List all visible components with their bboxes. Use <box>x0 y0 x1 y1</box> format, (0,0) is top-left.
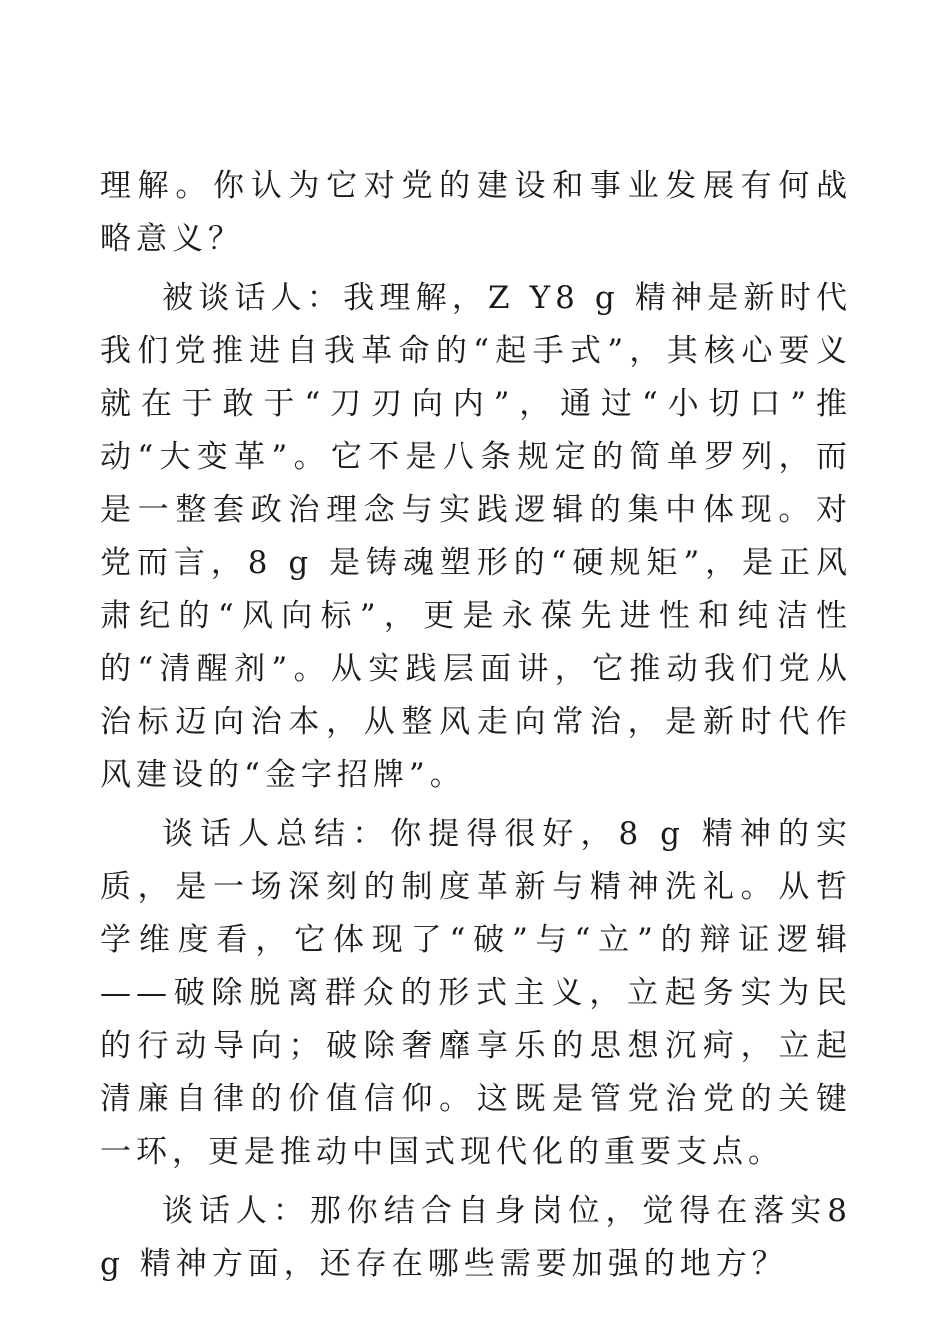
paragraph-interviewer-question: 谈话人：那你结合自身岗位，觉得在落实8 g 精神方面，还存在哪些需要加强的地方？ <box>100 1193 852 1282</box>
paragraph-question-continuation: 理解。你认为它对党的建设和事业发展有何战略意义？ <box>100 168 852 257</box>
paragraph-interviewee-answer: 被谈话人：我理解，Z Y8 g 精神是新时代我们党推进自我革命的“起手式”，其核心要义就在于敢于“刀刃向内”，通过“小切口”推动“大变革”。它不是八条规定的简单罗列，而是一整套政治理念与实践逻辑的集中体现。对党而言，8 g 是铸魂塑形的“硬规矩”，是正风肃纪的“风向标”，更是永葆先进性和纯洁性的“清醒剂”。从实践层面讲，它推动我们党从治标迈向治本，从整风走向常治，是新时代作风建设的“金字招牌”。 <box>100 280 852 793</box>
paragraph-interviewer-summary: 谈话人总结：你提得很好，8 g 精神的实质，是一场深刻的制度革新与精神洗礼。从哲学维度看，它体现了“破”与“立”的辩证逻辑——破除脱离群众的形式主义，立起务实为民的行动导向；破除奢靡享乐的思想沉疴，立起清廉自律的价值信仰。这既是管党治党的关键一环，更是推动中国式现代化的重要支点。 <box>100 816 852 1170</box>
document-body <box>100 160 852 1291</box>
